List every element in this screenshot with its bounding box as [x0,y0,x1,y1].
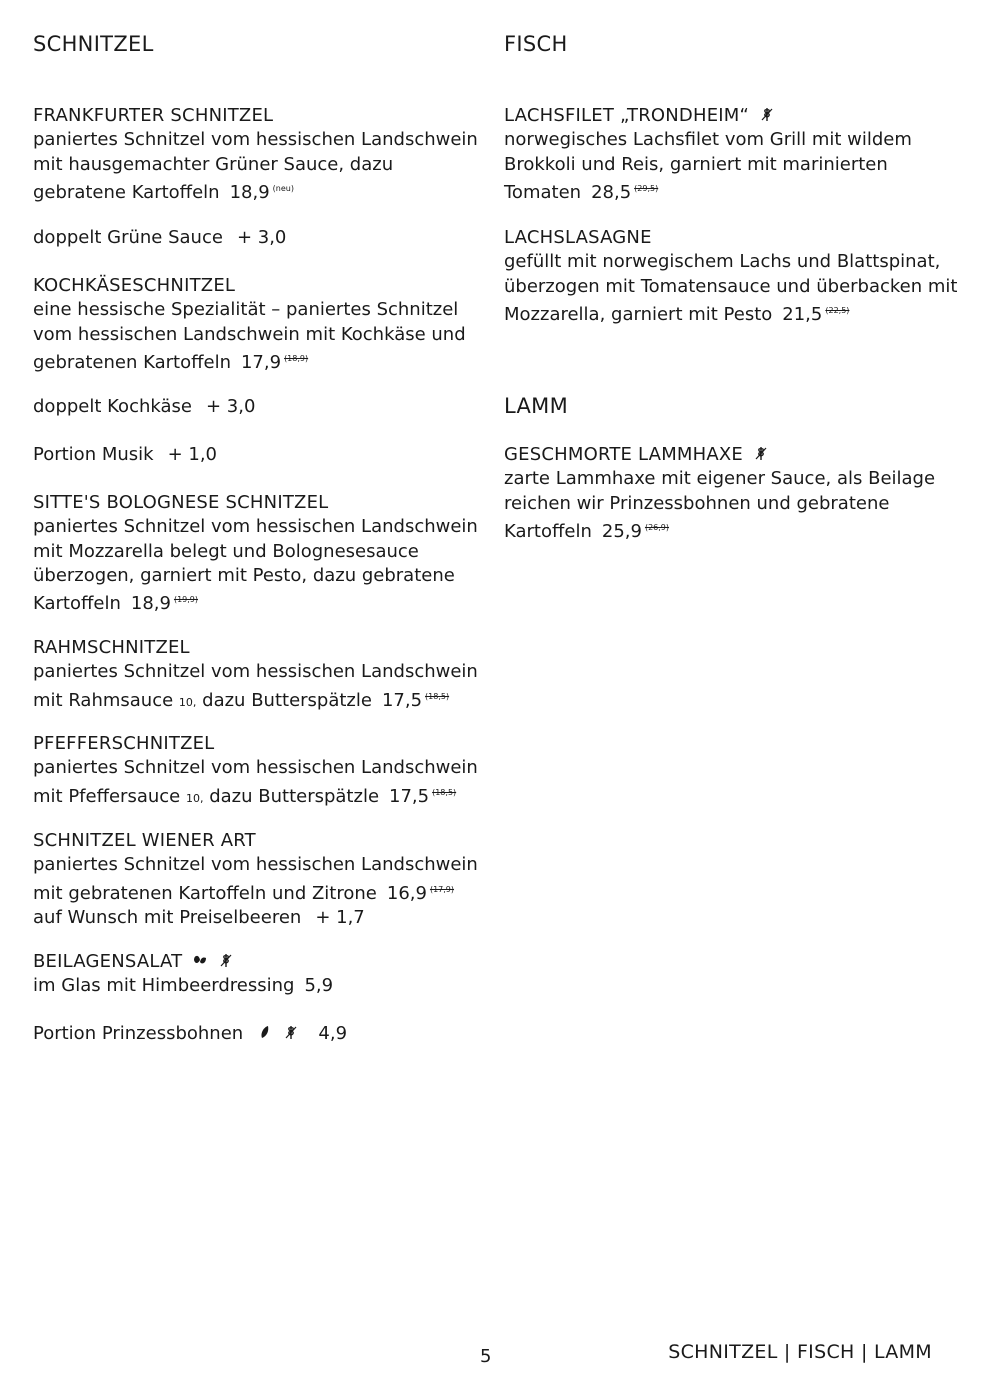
item-desc: gefüllt mit norwegischem Lachs und Blattspinat, überzogen mit Tomatensauce und überbacken mit Mozzarella, garniert mit Pesto 21,5 $^{(22,5)}$ [504,250,964,327]
item-name: GESCHMORTE LAMMHAXE [504,443,964,467]
gluten-free-wheat-icon [283,1024,299,1040]
menu-item-frankfurter-schnitzel [33,104,488,205]
old-price: (26,9) [644,522,670,532]
item-price: 16,9 [386,882,427,904]
addon-label: doppelt Grüne Sauce [33,227,223,248]
vegetarian-leaf-icon [192,952,208,968]
allergen-note: 10, [178,695,197,709]
page-number: 5 [480,1346,492,1367]
menu-item-rahmschnitzel [33,636,488,715]
item-name: LACHSFILET „TRONDHEIM“ [504,104,964,128]
menu-item-lachsfilet-trondheim [504,104,964,205]
vegan-leaf-icon [257,1024,273,1040]
menu-item-schnitzel-wiener-art [33,829,488,930]
menu-item-geschmorte-lammhaxe [504,443,964,544]
old-price: (18,5) [425,691,450,701]
item-name: PFEFFERSCHNITZEL [33,733,215,754]
addon-portion-musik [33,443,488,467]
item-price: 17,9 [240,351,282,373]
menu-item-beilagensalat [33,950,488,999]
addon-price: + 1,7 [315,906,365,928]
menu-item-bolognese-schnitzel [33,491,488,616]
allergen-note: 10, [185,791,204,805]
item-desc: paniertes Schnitzel vom hessischen Landschwein mit Pfeffersauce 10, dazu Butterspätzle 17,5 $^{(18,5)}$ [33,756,488,811]
item-name: RAHMSCHNITZEL [33,637,190,658]
item-name: LACHSLASAGNE [504,227,652,248]
item-desc: paniertes Schnitzel vom hessischen Landschwein mit gebratenen Kartoffeln und Zitrone 16,9 $^{(17,9)}$ [33,853,488,906]
menu-item-pfefferschnitzel [33,732,488,811]
section-title-fisch: FISCH [504,32,568,56]
addon-label: doppelt Kochkäse [33,396,192,417]
old-price: (22,5) [825,305,850,315]
gluten-free-wheat-icon [759,106,775,122]
item-desc: norwegisches Lachsfilet vom Grill mit wildem Brokkoli und Reis, garniert mit marinierten Tomaten 28,5 $^{(29,5)}$ [504,128,964,205]
old-price: (29,5) [634,183,659,193]
menu-item-lachslasagne [504,226,964,327]
menu-item-portion-prinzessbohnen [33,1022,488,1046]
section-title-schnitzel: SCHNITZEL [33,32,154,56]
item-name: SITTE'S BOLOGNESE SCHNITZEL [33,492,329,513]
item-desc: zarte Lammhaxe mit eigener Sauce, als Beilage reichen wir Prinzessbohnen und gebratene Kartoffeln 25,9 $^{(26,9)}$ [504,467,964,544]
addon-label: Portion Musik [33,444,154,465]
menu-item-kochkaeseschnitzel [33,274,488,375]
old-price: (17,9) [429,884,455,894]
item-price: 21,5 [782,303,823,325]
item-price: 17,5 [389,785,430,807]
item-price: 28,5 [591,181,632,203]
footer-section-title: SCHNITZEL | FISCH | LAMM [668,1341,932,1363]
item-price: 5,9 [304,975,334,997]
old-price: (18,5) [432,787,457,797]
item-price: 17,5 [381,689,423,711]
item-desc: paniertes Schnitzel vom hessischen Landschwein mit hausgemachter Grüner Sauce, dazu gebratene Kartoffeln 18,9 $^{(neu)}$ [33,128,488,205]
addon-price: + 1,0 [167,444,218,465]
addon-price: + 3,0 [236,227,287,248]
item-desc: im Glas mit Himbeerdressing 5,9 [33,974,488,998]
addon-doppelt-kochkaese [33,395,488,419]
gluten-free-wheat-icon [753,445,769,461]
item-label: Portion Prinzessbohnen [33,1023,244,1044]
section-title-lamm: LAMM [504,394,568,418]
item-desc: paniertes Schnitzel vom hessischen Landschwein mit Rahmsauce 10, dazu Butterspätzle 17,5 $^{(18,5)}$ [33,660,488,715]
addon-doppelt-gruene-sauce [33,226,488,250]
addon-preiselbeeren: auf Wunsch mit Preiselbeeren + 1,7 [33,906,488,930]
old-price: (19,9) [173,595,199,605]
item-name: FRANKFURTER SCHNITZEL [33,105,274,126]
item-price: 18,9 [130,593,171,615]
item-desc: paniertes Schnitzel vom hessischen Landschwein mit Mozzarella belegt und Bolognesesauce überzogen, garniert mit Pesto, dazu gebratene Kartoffeln 18,9 $^{(19,9)}$ [33,515,488,616]
old-price: (18,9) [284,353,309,363]
item-price: 18,9 [229,181,270,203]
item-desc: eine hessische Spezialität – paniertes Schnitzel vom hessischen Landschwein mit Kochkäse und gebratenen Kartoffeln 17,9 $^{(18,9)}$ [33,298,488,375]
gluten-free-wheat-icon [218,952,234,968]
old-price: (neu) [272,183,294,193]
item-name: KOCHKÄSESCHNITZEL [33,275,236,296]
item-name: BEILAGENSALAT [33,950,488,974]
addon-price: + 3,0 [205,396,256,417]
item-name: SCHNITZEL WIENER ART [33,830,256,851]
item-price: 25,9 [601,520,642,542]
item-price: 4,9 [318,1023,348,1044]
